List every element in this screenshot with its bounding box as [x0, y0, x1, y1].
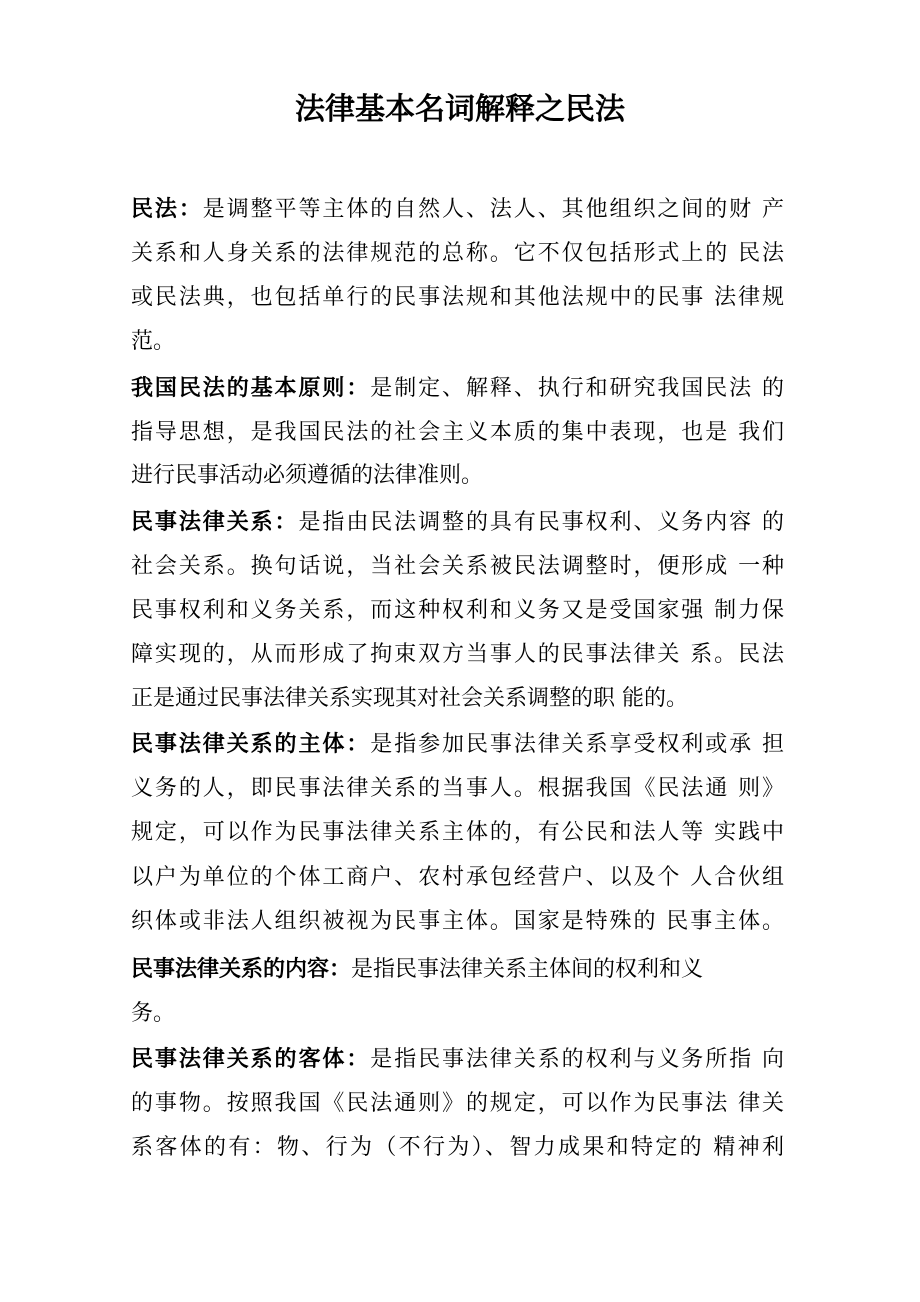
- term-heading: 民事法律关系：: [131, 510, 299, 535]
- line-text: 是指民事法律关系的权利与义务所指 向: [370, 1047, 784, 1072]
- line-text: 是制定、解释、执行和研究我国民法 的: [370, 376, 784, 401]
- term-heading: 民事法律关系的主体：: [131, 732, 371, 757]
- text-line: 或民法典，也包括单行的民事法规和其他法规中的民事 法律规: [131, 285, 784, 310]
- text-line: [131, 730, 784, 760]
- text-line: 范。: [131, 329, 176, 354]
- text-line: [131, 1045, 784, 1075]
- text-line: 关系和人身关系的法律规范的总称。它不仅包括形式上的 民法: [131, 241, 784, 266]
- text-line: 规定，可以作为民事法律关系主体的，有公民和法人等 实践中: [131, 820, 784, 845]
- text-line: 系客体的有：物、行为（不行为）、智力成果和特定的 精神利: [131, 1135, 784, 1160]
- line-text: 是指民事法律关系主体间的权利和义: [351, 957, 704, 982]
- document-title: 法律基本名词解释之民法: [295, 92, 625, 127]
- text-line: [131, 955, 784, 985]
- text-line: [131, 195, 784, 225]
- text-line: 的事物。按照我国《民法通则》的规定，可以作为民事法 律关: [131, 1091, 784, 1116]
- text-line: 指导思想，是我国民法的社会主义本质的集中表现，也是 我们: [131, 420, 784, 445]
- term-heading: 民法：: [131, 197, 203, 222]
- text-line: 务。: [131, 1001, 176, 1026]
- text-line: 障实现的，从而形成了拘束双方当事人的民事法律关 系。民法: [131, 642, 784, 667]
- term-heading: 民事法律关系的客体：: [131, 1047, 371, 1072]
- text-line: 社会关系。换句话说，当社会关系被民法调整时，便形成 一种: [131, 554, 784, 579]
- text-line: 以户为单位的个体工商户、农村承包经营户、以及个 人合伙组: [131, 865, 784, 890]
- term-heading: 民事法律关系的内容：: [131, 957, 352, 982]
- text-line: 民事权利和义务关系，而这种权利和义务又是受国家强 制力保: [131, 598, 784, 623]
- line-text: 是调整平等主体的自然人、法人、其他组织之间的财 产: [202, 197, 784, 222]
- term-heading: 我国民法的基本原则：: [131, 376, 371, 401]
- text-line: 织体或非法人组织被视为民事主体。国家是特殊的 民事主体。: [131, 909, 784, 934]
- text-line: [131, 508, 784, 538]
- text-line: 进行民事活动必须遵循的法律准则。: [131, 463, 484, 488]
- text-line: 义务的人，即民事法律关系的当事人。根据我国《民法通 则》: [131, 776, 784, 801]
- text-line: 正是通过民事法律关系实现其对社会关系调整的职 能的。: [131, 686, 688, 711]
- line-text: 是指参加民事法律关系享受权利或承 担: [370, 732, 784, 757]
- line-text: 是指由民法调整的具有民事权利、义务内容 的: [298, 510, 784, 535]
- text-line: [131, 374, 784, 404]
